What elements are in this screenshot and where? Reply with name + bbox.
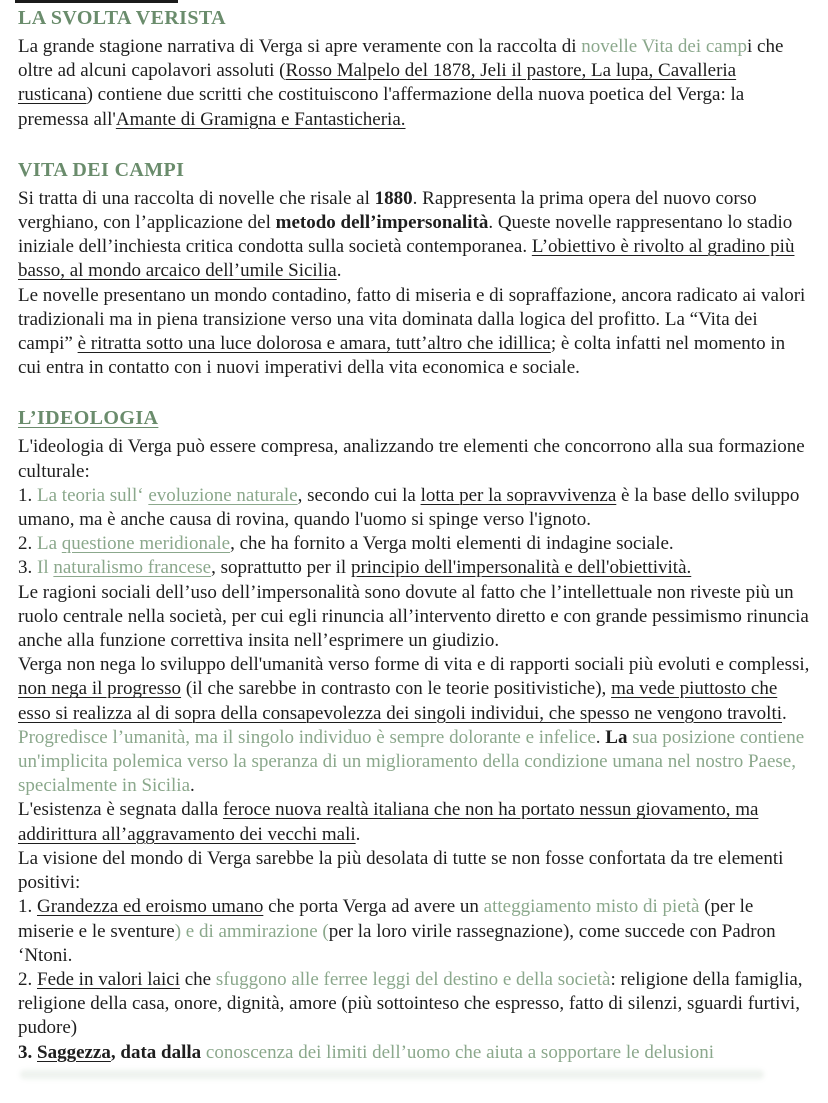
text-run: La bbox=[605, 726, 633, 748]
text-run: 2. bbox=[18, 533, 37, 555]
paragraph bbox=[18, 484, 810, 532]
text-run: L'ideologia di Verga può essere compresa, analizzando tre elementi che concorrono alla sua formazione culturale: bbox=[18, 436, 805, 482]
text-run: questione meridionale bbox=[61, 533, 231, 555]
paragraph bbox=[18, 798, 810, 846]
text-run: Rosso Malpelo del 1878, Jeli il pastore, La lupa, Cavalleria rusticana bbox=[18, 60, 737, 106]
text-run: per la loro virile rassegnazione), come succede con Padron ‘Ntoni. bbox=[18, 920, 776, 966]
faded-text-artifact bbox=[20, 1070, 764, 1079]
text-run: Amante di Gramigna e Fantasticheria. bbox=[115, 108, 406, 130]
section-body bbox=[18, 187, 810, 381]
section-body bbox=[18, 435, 810, 1064]
paragraph bbox=[18, 435, 810, 483]
text-run: Fede in valori laici bbox=[37, 968, 180, 990]
text-run: novelle Vita dei camp bbox=[581, 36, 748, 57]
text-run: . bbox=[336, 260, 342, 282]
section-ideologia bbox=[18, 407, 810, 1078]
paragraph bbox=[18, 187, 810, 284]
text-run: Verga non nega lo sviluppo dell'umanità verso forme di vita e di rapporti sociali più evoluti e complessi, bbox=[18, 654, 810, 676]
text-run: Grandezza ed eroismo umano bbox=[37, 896, 264, 918]
text-run: ) e di ammirazione ( bbox=[174, 920, 329, 942]
text-run: feroce nuova realtà italiana che non ha portato nessun giovamento, ma addirittura all’aggravamento dei vecchi mali bbox=[18, 799, 759, 845]
paragraph bbox=[18, 1041, 810, 1065]
text-run: Progredisce l’umanità, ma il singolo individuo è sempre dolorante e infelice bbox=[18, 726, 596, 748]
text-run: non nega il progresso bbox=[18, 678, 182, 700]
text-run: L'esistenza è segnata dalla bbox=[18, 799, 223, 821]
section-body bbox=[18, 35, 810, 132]
text-run: evoluzione naturale bbox=[148, 484, 298, 506]
paragraph bbox=[18, 847, 810, 895]
paragraph bbox=[18, 581, 810, 654]
text-run: atteggiamento misto di pietà bbox=[483, 896, 700, 918]
text-run: L’obiettivo è rivolto al gradino più basso, al mondo arcaico dell’umile Sicilia bbox=[18, 236, 795, 282]
text-run: principio dell'impersonalità e dell'obiettività. bbox=[350, 557, 692, 579]
text-run: sua posizione contiene un'implicita polemica verso la speranza di un miglioramento della condizione umana nel nostro Paese, specialmente in Sicilia bbox=[18, 726, 805, 797]
text-run: . Rappresenta la prima opera del nuovo corso verghiano, con l’applicazione del bbox=[18, 187, 757, 234]
text-run: 3. bbox=[18, 557, 37, 579]
text-run: Si tratta di una raccolta di novelle che risale al bbox=[18, 187, 375, 209]
section-heading-vita-dei-campi: VITA DEI CAMPI bbox=[18, 158, 185, 181]
text-run: che bbox=[179, 968, 216, 990]
text-run: è la base dello sviluppo umano, ma è anche causa di rovina, quando l'uomo si spinge verso l'ignoto. bbox=[18, 484, 800, 531]
paragraph bbox=[18, 532, 810, 556]
text-run: , soprattutto per il bbox=[211, 557, 351, 579]
text-run: conoscenza dei limiti dell’uomo che aiuta a sopportare le delusioni bbox=[205, 1041, 714, 1063]
text-run: che porta Verga ad avere un bbox=[263, 896, 484, 918]
section-la-svolta-verista bbox=[18, 7, 810, 132]
text-run: Le novelle presentano un mondo contadino, fatto di miseria e di sopraffazione, ancora radicato ai valori tradizionali ma in piena transizione verso una vita dominata dalla logica del profitto. La “Vita dei campi” bbox=[18, 284, 806, 355]
section-heading-la-svolta-verista: LA SVOLTA VERISTA bbox=[18, 7, 226, 29]
text-run: è ritratta sotto una luce dolorosa e amara, tutt’altro che idillica bbox=[77, 333, 551, 355]
text-run: , data dalla bbox=[110, 1041, 206, 1063]
paragraph bbox=[18, 968, 810, 1041]
paragraph bbox=[18, 653, 810, 798]
text-run: (il che sarebbe in contrasto con le teorie positivistiche), bbox=[181, 678, 612, 700]
text-run: Le ragioni sociali dell’uso dell’impersonalità sono dovute al fatto che l’intellettuale non riveste più un ruolo centrale nella società, per cui egli rinuncia all’intervento diretto e con grande pessimismo rinuncia anche alla funzione correttiva insita nell’esprimere un giudizio. bbox=[18, 581, 809, 652]
text-run: i che oltre ad alcuni capolavori assoluti ( bbox=[18, 36, 784, 82]
text-run: 2. bbox=[18, 968, 37, 990]
text-run: naturalismo francese bbox=[53, 557, 212, 579]
text-run: La teoria sull‘ bbox=[37, 484, 149, 506]
text-run: . Queste novelle rappresentano lo stadio iniziale dell’inchiesta critica condotta sulla società contemporanea. bbox=[18, 212, 793, 258]
text-run: ) contiene due scritti che costituiscono l'affermazione della nuova poetica del Verga: la premessa all' bbox=[18, 84, 745, 130]
paragraph bbox=[18, 556, 810, 580]
text-run: ; è colta infatti nel momento in cui entra in contatto con i nuovi imperativi della vita economica e sociale. bbox=[18, 333, 786, 379]
scan-artifact-strip bbox=[15, 0, 178, 3]
text-run: 1. bbox=[18, 484, 37, 506]
text-run: . bbox=[190, 775, 195, 797]
text-run: . bbox=[355, 823, 361, 845]
text-run: Saggezza bbox=[37, 1041, 111, 1063]
text-run: , secondo cui la bbox=[297, 484, 421, 506]
paragraph bbox=[18, 895, 810, 968]
text-run: La bbox=[37, 533, 62, 555]
text-run: . bbox=[782, 702, 787, 724]
section-heading-ideologia: L’IDEOLOGIA bbox=[18, 407, 159, 430]
text-run: sfuggono alle ferree leggi del destino e della società bbox=[215, 968, 611, 990]
text-run: 1880 bbox=[374, 187, 413, 209]
text-run: lotta per la sopravvivenza bbox=[420, 484, 617, 506]
text-run: Il bbox=[37, 557, 54, 579]
text-run: ma vede piuttosto che esso si realizza al di sopra della consapevolezza dei singoli individui, che spesso ne vengono travolti bbox=[18, 678, 782, 724]
text-run: 3. bbox=[18, 1041, 37, 1063]
paragraph bbox=[18, 284, 810, 381]
section-vita-dei-campi bbox=[18, 159, 810, 381]
text-run: 1. bbox=[18, 896, 37, 918]
text-run: , che ha fornito a Verga molti elementi di indagine sociale. bbox=[230, 533, 674, 555]
text-run: . bbox=[595, 726, 606, 748]
text-run: (per le miserie e le sventure bbox=[18, 896, 754, 942]
paragraph bbox=[18, 35, 810, 132]
text-run: metodo dell’impersonalità bbox=[275, 212, 489, 234]
text-run: : religione della famiglia, religione della casa, onore, dignità, amore (più sottointeso che espresso, fatto di silenzi, sguardi furtivi, pudore) bbox=[18, 968, 803, 1039]
text-run: La visione del mondo di Verga sarebbe la più desolata di tutte se non fosse confortata da tre elementi positivi: bbox=[18, 847, 784, 894]
text-run: La grande stagione narrativa di Verga si apre veramente con la raccolta di bbox=[18, 36, 582, 57]
